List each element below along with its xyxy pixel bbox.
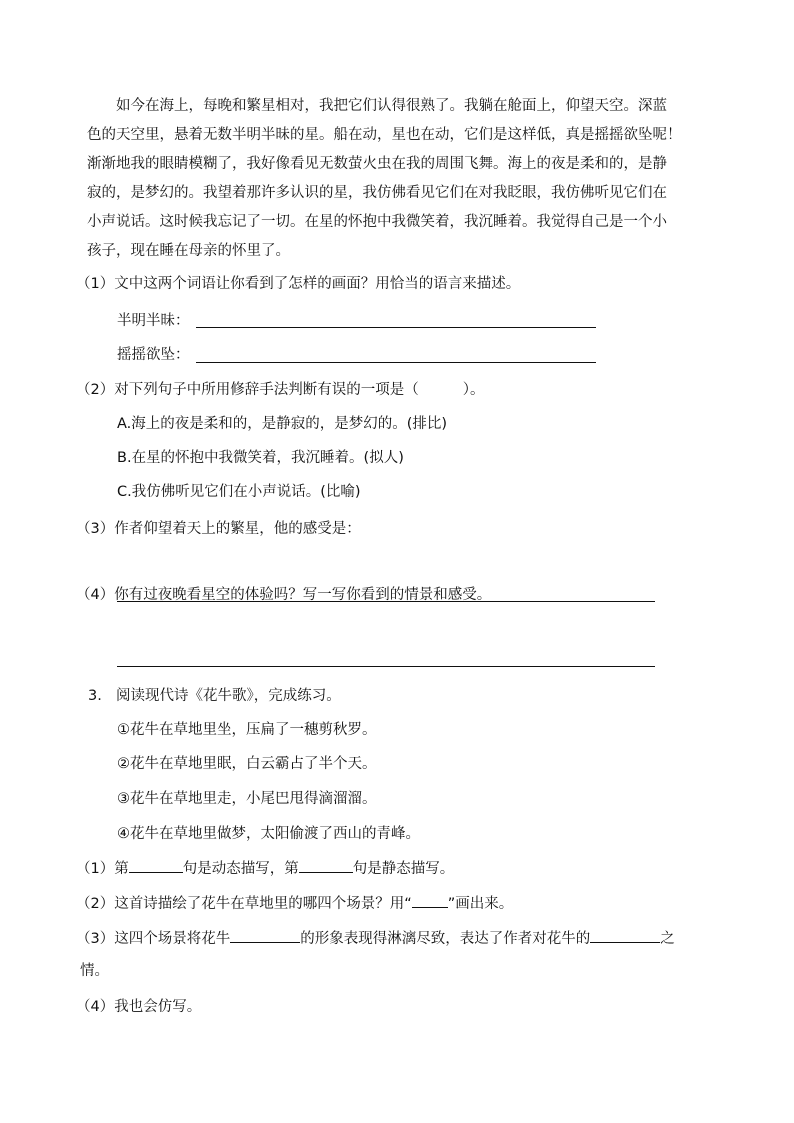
question-2: [76, 380, 484, 400]
option-c[interactable]: [117, 482, 361, 502]
option-letter: A.: [117, 416, 132, 432]
question-number: （3）: [76, 521, 115, 537]
text: 这四个场景将花牛: [114, 931, 231, 947]
poem-line-4: ④花牛在草地里做梦，太阳偷渡了西山的青峰。: [117, 826, 420, 842]
question-number: （2）: [76, 382, 115, 398]
passage-line-2: 色的天空里，悬着无数半明半昧的星。船在动，星也在动，它们是这样低，真是摇摇欲坠呢！: [87, 127, 682, 143]
q3-question-2: [76, 893, 513, 914]
question-1: [76, 274, 520, 294]
passage-line-1: 如今在海上，每晚和繁星相对，我把它们认得很熟了。我躺在舱面上，仰望天空。深蓝: [116, 98, 667, 114]
question-text-before: 对下列句子中所用修辞手法判断有误的一项是（: [114, 382, 419, 398]
word-answer-1-label: 半明半昧：: [117, 313, 190, 329]
fill-blank[interactable]: [299, 858, 353, 873]
poem-line-1: ①花牛在草地里坐，压扁了一穗剪秋罗。: [117, 722, 377, 738]
poem-line-3: ③花牛在草地里走，小尾巴甩得滴溜溜。: [117, 791, 377, 807]
q3-question-4: [76, 997, 201, 1017]
question-number: （4）: [76, 999, 115, 1015]
q3-question-3: [76, 928, 675, 949]
fill-blank[interactable]: [590, 928, 660, 943]
option-text: 海上的夜是柔和的，是静寂的，是梦幻的。(排比): [131, 416, 448, 432]
passage-line-5: 小声说话。这时候我忘记了一切。在星的怀抱中我微笑着，我沉睡着。我觉得自己是一个小: [87, 214, 667, 230]
fill-blank[interactable]: [129, 858, 183, 873]
section-number: 3.: [88, 688, 102, 704]
underline-sample: [412, 893, 448, 908]
question-text: 你有过夜晚看星空的体验吗？写一写你看到的情景和感受。: [114, 587, 492, 603]
text: 的形象表现得淋漓尽致，表达了作者对花牛的: [300, 931, 591, 947]
word-answer-2-label: 摇摇欲坠：: [117, 347, 190, 363]
question-text: 文中这两个词语让你看到了怎样的画面？用恰当的语言来描述。: [114, 276, 521, 292]
passage-line-3: 渐渐地我的眼睛模糊了，我好像看见无数萤火虫在我的周围飞舞。海上的夜是柔和的，是静: [87, 156, 667, 172]
option-text: 在星的怀抱中我微笑着，我沉睡着。(拟人): [131, 450, 404, 466]
question-number: （1）: [76, 861, 115, 877]
question-number: （4）: [76, 587, 115, 603]
option-b[interactable]: [117, 448, 404, 468]
fill-blank[interactable]: [230, 928, 300, 943]
text: 句是静态描写。: [352, 861, 455, 877]
option-a[interactable]: [117, 414, 447, 434]
question-number: （2）: [76, 896, 115, 912]
option-letter: C.: [117, 484, 132, 500]
text: 这首诗描绘了花牛在草地里的哪四个场景？用“: [114, 896, 412, 912]
question-3: [76, 519, 361, 539]
option-text: 我仿佛听见它们在小声说话。(比喻): [131, 484, 361, 500]
question-text: 作者仰望着天上的繁星，他的感受是：: [114, 521, 361, 537]
text: ”画出来。: [447, 896, 514, 912]
question-number: （3）: [76, 931, 115, 947]
question-text-after: ）。: [462, 382, 485, 398]
text: 句是动态描写，第: [182, 861, 299, 877]
text: 第: [114, 861, 129, 877]
q3-question-1: [76, 858, 454, 879]
question-text: 我也会仿写。: [114, 999, 202, 1015]
answer-line[interactable]: [196, 327, 596, 328]
passage-line-4: 寂的，是梦幻的。我望着那许多认识的星，我仿佛看见它们在对我眨眼，我仿佛听见它们在: [87, 185, 667, 201]
option-letter: B.: [117, 450, 132, 466]
answer-line[interactable]: [196, 362, 596, 363]
poem-line-2: ②花牛在草地里眠，白云霸占了半个天。: [117, 756, 377, 772]
question-4: [76, 585, 491, 605]
passage-line-6: 孩子，现在睡在母亲的怀里了。: [87, 243, 290, 259]
section-title-text: 阅读现代诗《花牛歌》，完成练习。: [116, 688, 341, 704]
q3-question-3-continued: 情。: [80, 963, 109, 979]
question-number: （1）: [76, 276, 115, 292]
answer-line[interactable]: [117, 666, 655, 667]
section-3-title: [88, 686, 341, 706]
text: 之: [660, 931, 675, 947]
